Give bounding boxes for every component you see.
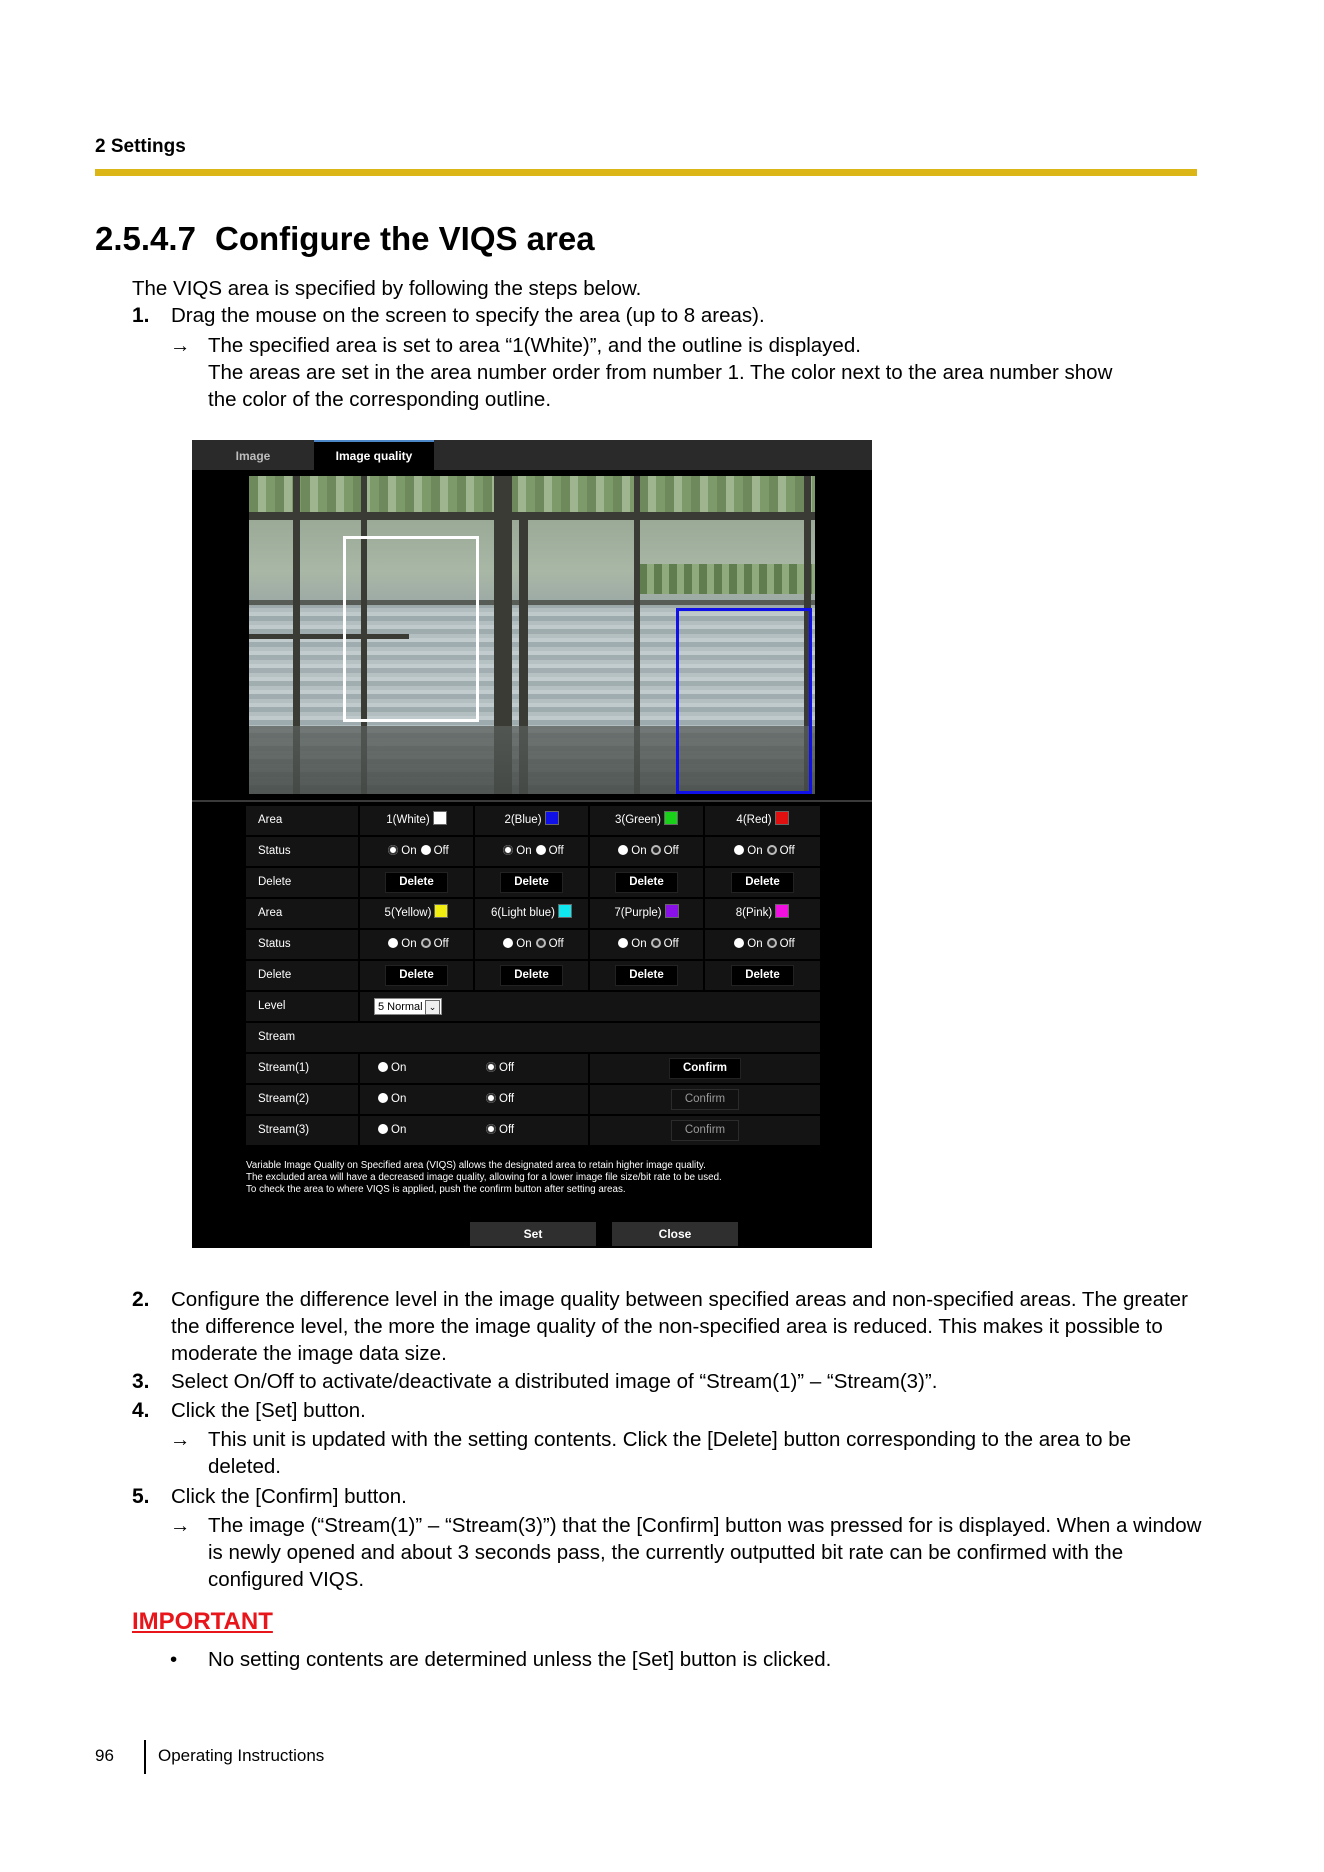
level-select[interactable]: 5 Normal ⌄ xyxy=(374,998,442,1015)
table-row xyxy=(246,899,820,928)
delete-area-8-button[interactable]: Delete xyxy=(731,965,794,986)
radio-off[interactable] xyxy=(536,845,546,855)
area-8-status: On Off xyxy=(705,930,820,959)
area-3-label: 3(Green) xyxy=(590,806,703,835)
delete-area-5-button[interactable]: Delete xyxy=(385,965,448,986)
section-title xyxy=(95,220,595,258)
area-1-status: On Off xyxy=(360,837,473,866)
step-number: 3. xyxy=(132,1370,150,1393)
radio-off[interactable] xyxy=(767,845,777,855)
preview-trees xyxy=(639,564,815,594)
green-swatch-icon xyxy=(664,811,678,825)
row-label: Stream(3) xyxy=(258,1124,310,1136)
row-label: Delete xyxy=(258,969,292,981)
stream-3-on[interactable]: On xyxy=(374,1116,406,1145)
arrow-icon: → xyxy=(170,1514,191,1537)
viqs-area-2-outline[interactable] xyxy=(676,608,812,794)
preview-trees xyxy=(249,476,815,516)
area-7-label: 7(Purple) xyxy=(590,899,703,928)
stream-3-off[interactable]: Off xyxy=(482,1116,514,1145)
delete-area-2-button[interactable]: Delete xyxy=(500,872,563,893)
result-line: The areas are set in the area number order from number 1. The color next to the area number show xyxy=(208,361,1113,384)
intro-text: The VIQS area is specified by following the steps below. xyxy=(132,277,642,300)
note-line: To check the area to where VIQS is applied, push the confirm button after setting areas. xyxy=(246,1184,626,1195)
radio-off[interactable] xyxy=(651,938,661,948)
chapter-header: 2 Settings xyxy=(95,136,186,157)
purple-swatch-icon xyxy=(665,904,679,918)
stream-2-off[interactable]: Off xyxy=(482,1085,514,1114)
footer-divider xyxy=(144,1740,146,1774)
result-line: The specified area is set to area “1(White)”, and the outline is displayed. xyxy=(208,334,861,357)
row-label: Area xyxy=(258,814,283,826)
confirm-stream-1-button[interactable]: Confirm xyxy=(669,1058,741,1079)
radio-off[interactable] xyxy=(651,845,661,855)
white-swatch-icon xyxy=(433,811,447,825)
table-row xyxy=(246,837,820,866)
viqs-note xyxy=(246,1160,846,1196)
pink-swatch-icon xyxy=(775,904,789,918)
table-row xyxy=(246,1023,820,1052)
tab-bar xyxy=(192,440,872,470)
area-3-status: On Off xyxy=(590,837,703,866)
stream-1-on[interactable]: On xyxy=(374,1054,406,1083)
arrow-icon: → xyxy=(170,1428,191,1451)
row-label: Stream(1) xyxy=(258,1062,310,1074)
area-2-status: On Off xyxy=(475,837,588,866)
chevron-down-icon: ⌄ xyxy=(425,1000,440,1015)
important-heading: IMPORTANT xyxy=(132,1608,273,1635)
step-number: 5. xyxy=(132,1485,150,1508)
table-row xyxy=(246,1054,820,1083)
step-text: Click the [Set] button. xyxy=(171,1399,366,1422)
radio-off[interactable] xyxy=(421,938,431,948)
step-number: 2. xyxy=(132,1288,150,1311)
row-label: Stream(2) xyxy=(258,1093,310,1105)
delete-area-6-button[interactable]: Delete xyxy=(500,965,563,986)
close-button[interactable]: Close xyxy=(612,1222,738,1246)
delete-area-3-button[interactable]: Delete xyxy=(615,872,678,893)
area-4-label: 4(Red) xyxy=(705,806,820,835)
arrow-icon: → xyxy=(170,334,191,357)
area-6-label: 6(Light blue) xyxy=(475,899,588,928)
bullet-icon: • xyxy=(170,1648,178,1671)
radio-on[interactable] xyxy=(388,938,398,948)
delete-area-4-button[interactable]: Delete xyxy=(731,872,794,893)
radio-off[interactable] xyxy=(486,1124,496,1134)
row-label: Status xyxy=(258,938,291,950)
red-swatch-icon xyxy=(775,811,789,825)
page-number: 96 xyxy=(95,1746,114,1765)
radio-off[interactable] xyxy=(486,1062,496,1072)
result-line: the color of the corresponding outline. xyxy=(208,388,552,411)
document-name: Operating Instructions xyxy=(158,1746,325,1765)
radio-off[interactable] xyxy=(486,1093,496,1103)
note-line: The excluded area will have a decreased image quality, allowing for a lower image file size/bit rate to be used. xyxy=(246,1172,722,1183)
bullet-text: No setting contents are determined unless the [Set] button is clicked. xyxy=(208,1648,832,1671)
radio-on[interactable] xyxy=(618,845,628,855)
step-number: 1. xyxy=(132,304,150,327)
delete-area-7-button[interactable]: Delete xyxy=(615,965,678,986)
radio-on[interactable] xyxy=(378,1062,388,1072)
area-2-label: 2(Blue) xyxy=(475,806,588,835)
result-line: The image (“Stream(1)” – “Stream(3)”) that the [Confirm] button was pressed for is displayed. When a window is newly opened and about 3 seconds pass, the currently outputted bit rate can be confirmed with the configured VIQS. xyxy=(208,1514,1202,1591)
step-text: Select On/Off to activate/deactivate a distributed image of “Stream(1)” – “Stream(3)”. xyxy=(171,1370,938,1393)
table-row xyxy=(246,1116,820,1145)
step-text: Configure the difference level in the image quality between specified areas and non-specified areas. The greater the difference level, the more the image quality of the non-specified area is reduced. This makes it possible to moderate the image data size. xyxy=(171,1288,1188,1365)
area-4-status: On Off xyxy=(705,837,820,866)
confirm-stream-3-button[interactable]: Confirm xyxy=(671,1120,739,1141)
stream-1-off[interactable]: Off xyxy=(482,1054,514,1083)
step-text: Click the [Confirm] button. xyxy=(171,1485,407,1508)
area-1-label: 1(White) xyxy=(360,806,473,835)
tab-image-quality[interactable]: Image quality xyxy=(314,440,434,472)
table-row xyxy=(246,868,820,897)
result-line: This unit is updated with the setting contents. Click the [Delete] button corresponding to the area to be deleted. xyxy=(208,1428,1132,1478)
row-label: Area xyxy=(258,907,283,919)
section-number: 2.5.4.7 xyxy=(95,220,196,257)
step-text: Drag the mouse on the screen to specify the area (up to 8 areas). xyxy=(171,304,765,327)
area-8-label: 8(Pink) xyxy=(705,899,820,928)
table-row xyxy=(246,806,820,835)
window-beam xyxy=(249,600,815,605)
confirm-stream-2-button[interactable]: Confirm xyxy=(671,1089,739,1110)
set-button[interactable]: Set xyxy=(470,1222,596,1246)
yellow-swatch-icon xyxy=(434,904,448,918)
radio-on[interactable] xyxy=(388,845,398,855)
area-6-status: On Off xyxy=(475,930,588,959)
step-number: 4. xyxy=(132,1399,150,1422)
radio-off[interactable] xyxy=(767,938,777,948)
radio-on[interactable] xyxy=(503,938,513,948)
row-label: Level xyxy=(258,1000,286,1012)
header-rule xyxy=(95,169,1197,176)
camera-preview[interactable] xyxy=(249,476,815,794)
camera-settings-panel xyxy=(192,440,872,1248)
radio-off[interactable] xyxy=(421,845,431,855)
window-beam xyxy=(249,512,815,520)
area-5-label: 5(Yellow) xyxy=(360,899,473,928)
table-row xyxy=(246,930,820,959)
stream-2-on[interactable]: On xyxy=(374,1085,406,1114)
row-label: Stream xyxy=(258,1031,296,1043)
blue-swatch-icon xyxy=(545,811,559,825)
table-row xyxy=(246,1085,820,1114)
area-5-status: On Off xyxy=(360,930,473,959)
viqs-area-1-outline[interactable] xyxy=(343,536,479,722)
row-label: Delete xyxy=(258,876,292,888)
radio-off[interactable] xyxy=(536,938,546,948)
delete-area-1-button[interactable]: Delete xyxy=(385,872,448,893)
radio-on[interactable] xyxy=(734,938,744,948)
radio-on[interactable] xyxy=(378,1124,388,1134)
light-blue-swatch-icon xyxy=(558,904,572,918)
area-7-status: On Off xyxy=(590,930,703,959)
radio-on[interactable] xyxy=(503,845,513,855)
tab-image[interactable]: Image xyxy=(194,442,312,470)
radio-on[interactable] xyxy=(734,845,744,855)
section-title-text: Configure the VIQS area xyxy=(215,220,595,257)
table-row xyxy=(246,961,820,990)
divider xyxy=(192,800,872,802)
note-line: Variable Image Quality on Specified area (VIQS) allows the designated area to retain higher image quality. xyxy=(246,1160,706,1171)
row-label: Status xyxy=(258,845,291,857)
radio-on[interactable] xyxy=(618,938,628,948)
table-row xyxy=(246,992,820,1021)
radio-on[interactable] xyxy=(378,1093,388,1103)
